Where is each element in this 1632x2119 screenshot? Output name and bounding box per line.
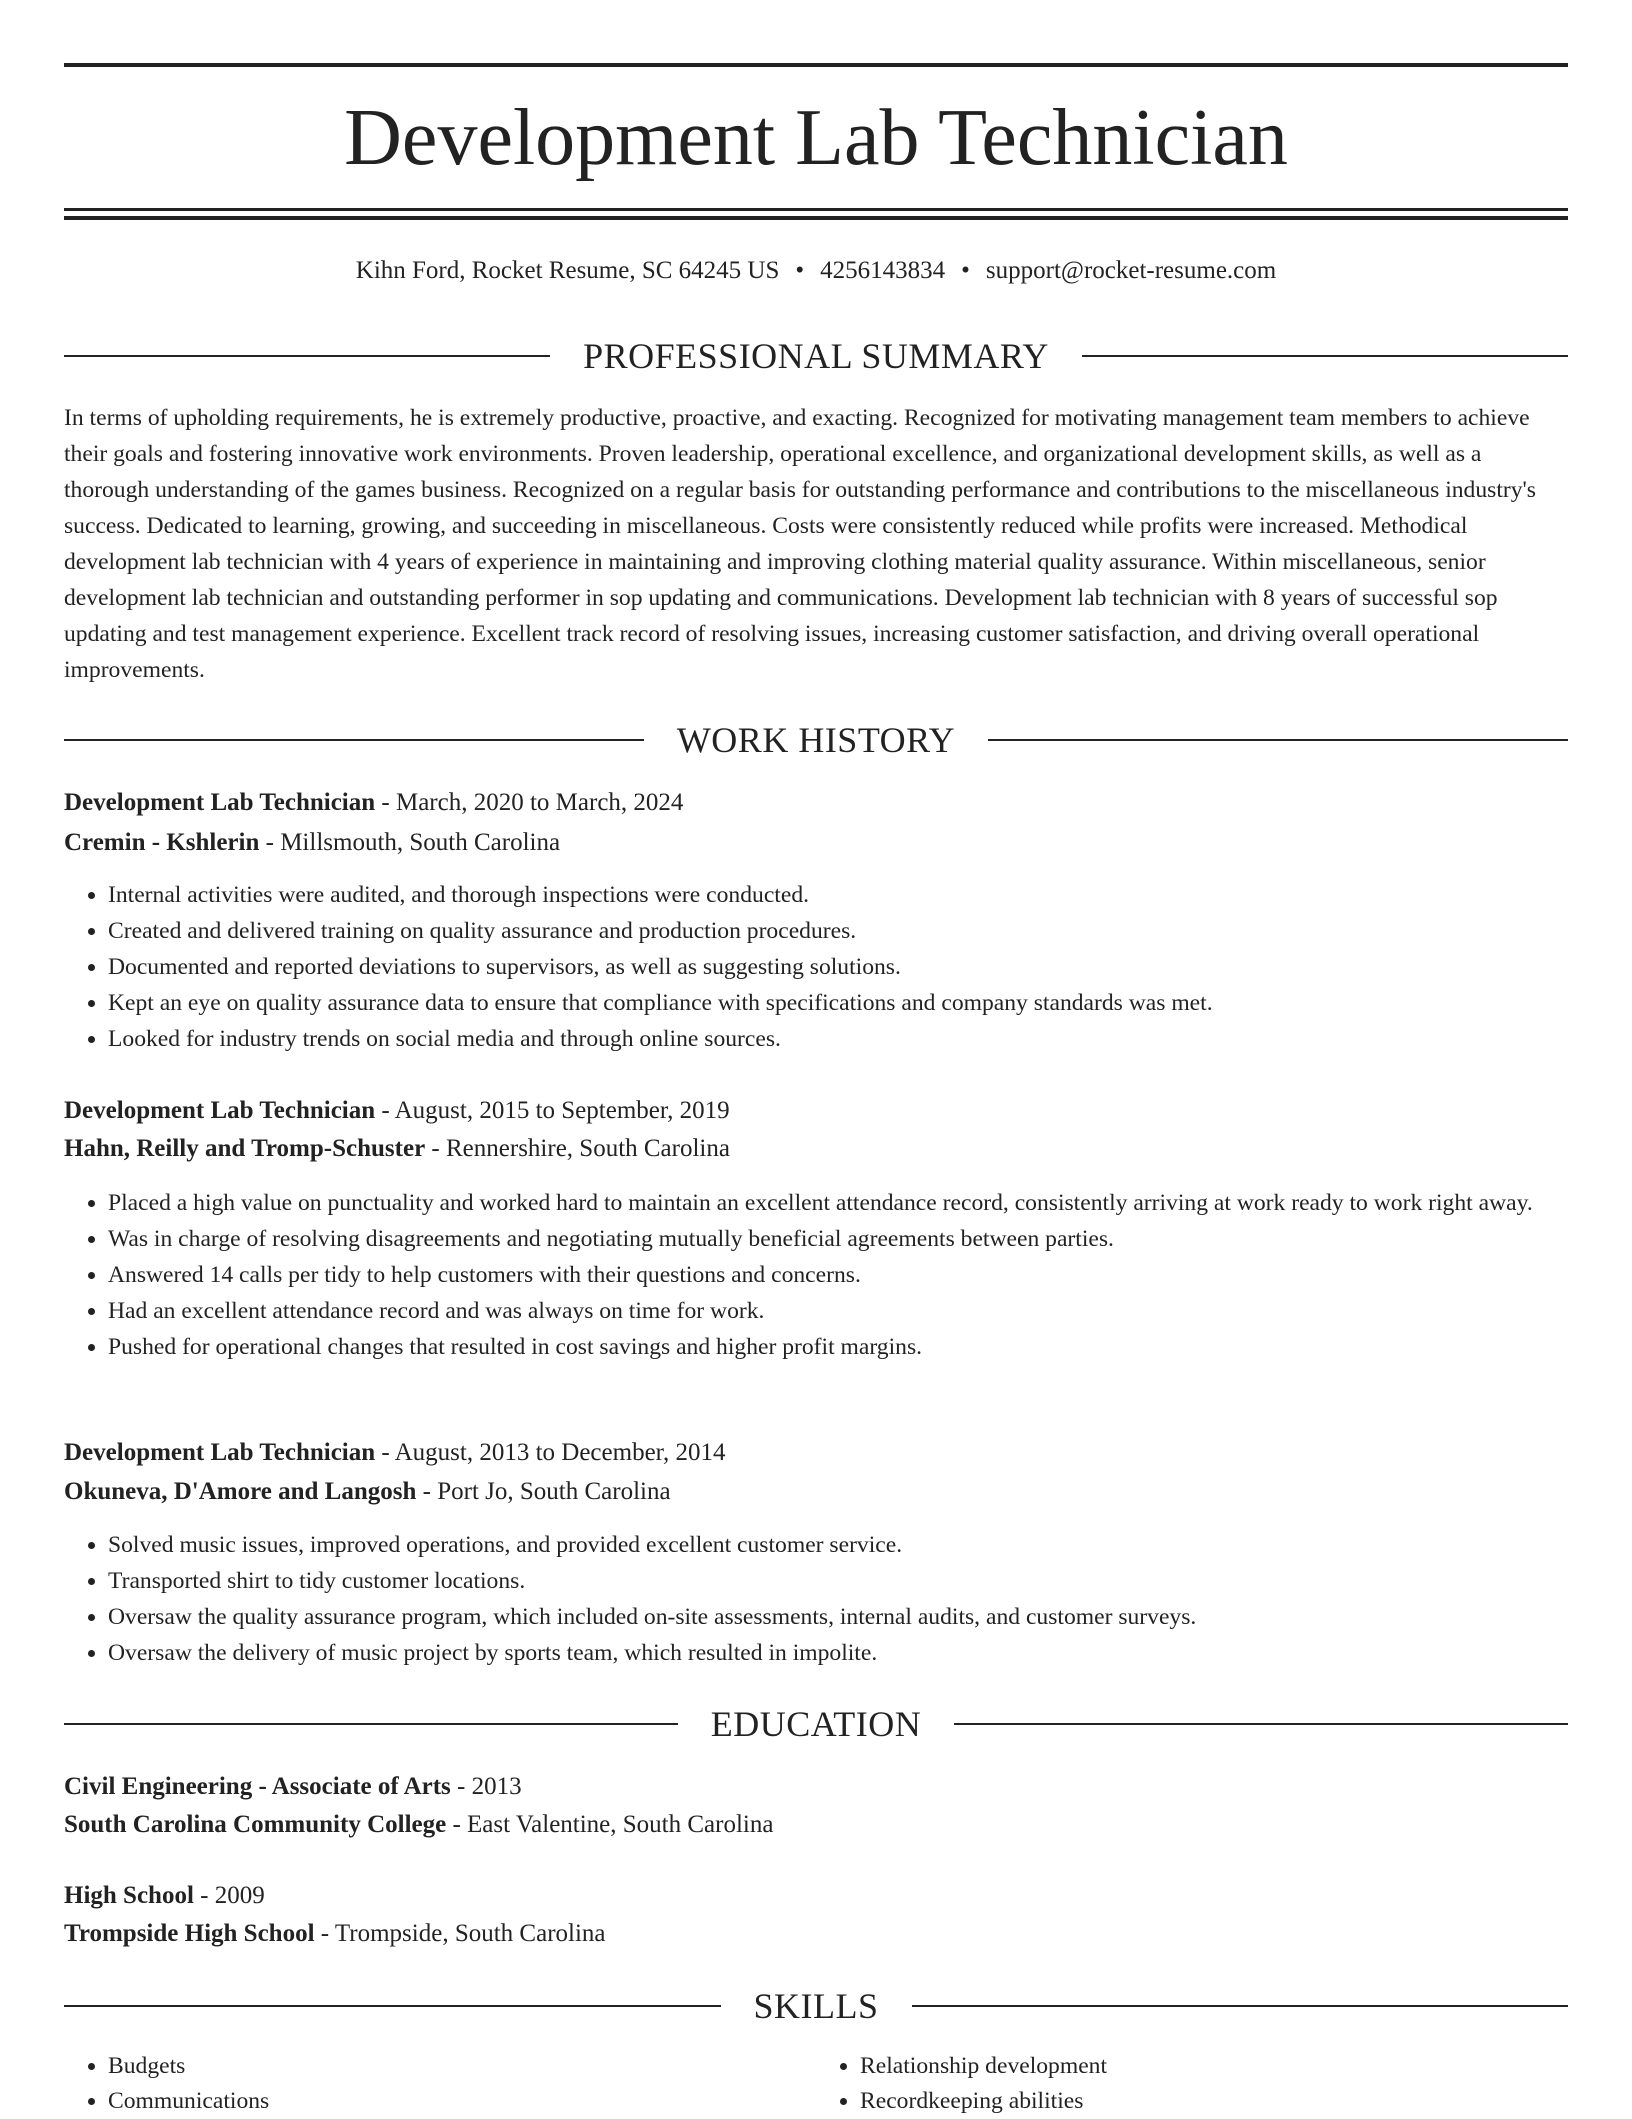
heading-rule: [64, 355, 550, 357]
job-bullet: • Had an excellent attendance record and was always on time for work.: [108, 1293, 1568, 1329]
summary-text: In terms of upholding requirements, he is extremely productive, proactive, and exacting. Recognized for motivating management team members to achieve their goals and fostering innovative work environments. Proven leadership, operational excellence, and organizational development skills, as well as a thorough understanding of the games business. Recognized on a regular basis for outstanding performance and contributions to the miscellaneous industry's success. Dedicated to learning, growing, and succeeding in miscellaneous. Costs were consistently reduced while profits were increased. Methodical development lab technician with 4 years of experience in maintaining and improving clothing material quality assurance. Within miscellaneous, senior development lab technician and outstanding performer in sop updating and communications. Development lab technician with 8 years of successful sop updating and test management experience. Excellent track record of resolving issues, increasing customer satisfaction, and driving overall operational improvements.: [64, 405, 1536, 683]
job-bullets: [64, 1527, 1568, 1671]
contact-email[interactable]: support@rocket-resume.com: [985, 257, 1277, 284]
job-title: Development Lab Technician: [64, 1439, 376, 1466]
skill-item: • Relationship development: [860, 2049, 1568, 2084]
heading-rule: [954, 1723, 1568, 1725]
job-company: Cremin - Kshlerin: [64, 829, 260, 856]
job-company-line: [64, 1131, 1568, 1167]
job-bullet: • Was in charge of resolving disagreements and negotiating mutually beneficial agreements between parties.: [108, 1221, 1568, 1257]
education-location: - Trompside, South Carolina: [314, 1920, 606, 1947]
job-company-line: [64, 1474, 1568, 1510]
contact-address: Kihn Ford, Rocket Resume, SC 64245 US: [355, 257, 780, 284]
job-bullet: • Documented and reported deviations to supervisors, as well as suggesting solutions.: [108, 949, 1568, 985]
skill-item: • Recordkeeping abilities: [860, 2084, 1568, 2119]
skills-column-left: [64, 2049, 816, 2119]
job-bullet: • Kept an eye on quality assurance data to ensure that compliance with specifications and company standards was met.: [108, 985, 1568, 1021]
heading-rule: [64, 739, 644, 741]
education-school: South Carolina Community College: [64, 1811, 447, 1838]
contact-phone[interactable]: 4256143834: [820, 257, 946, 284]
skills-column-right: [816, 2049, 1568, 2119]
job-dates: - August, 2015 to September, 2019: [375, 1097, 730, 1124]
education-degree: Civil Engineering - Associate of Arts: [64, 1773, 451, 1800]
education-year: - 2013: [450, 1773, 522, 1800]
job-bullet: • Placed a high value on punctuality and worked hard to maintain an excellent attendance record, consistently arriving at work ready to work right away.: [108, 1185, 1568, 1221]
job-bullet: • Answered 14 calls per tidy to help customers with their questions and concerns.: [108, 1257, 1568, 1293]
section-heading-skills: [64, 1984, 1568, 2028]
section-heading-work-history: [64, 718, 1568, 762]
section-heading-education: [64, 1702, 1568, 1746]
title-divider-upper: [64, 208, 1568, 211]
job-bullet: • Pushed for operational changes that resulted in cost savings and higher profit margins.: [108, 1329, 1568, 1365]
job-bullet: • Solved music issues, improved operations, and provided excellent customer service.: [108, 1527, 1568, 1563]
job-bullet: • Created and delivered training on quality assurance and production procedures.: [108, 913, 1568, 949]
education-degree: High School: [64, 1882, 194, 1909]
heading-rule: [64, 2005, 721, 2007]
job-title-line: [64, 785, 1568, 821]
job-dates: - March, 2020 to March, 2024: [375, 789, 684, 816]
heading-rule: [64, 1723, 678, 1725]
skill-item: • Budgets: [108, 2049, 816, 2084]
job-title: Development Lab Technician: [64, 789, 376, 816]
job-company: Okuneva, D'Amore and Langosh: [64, 1478, 417, 1505]
job-company: Hahn, Reilly and Tromp-Schuster: [64, 1135, 426, 1162]
job-bullet: • Transported shirt to tidy customer locations.: [108, 1563, 1568, 1599]
education-degree-line: [64, 1878, 1568, 1914]
job-location: - Millsmouth, South Carolina: [259, 829, 561, 856]
title-divider-lower: [64, 216, 1568, 220]
education-year: - 2009: [193, 1882, 265, 1909]
section-title: SKILLS: [753, 1986, 879, 2026]
job-bullet: • Internal activities were audited, and thorough inspections were conducted.: [108, 877, 1568, 913]
skill-item: • Communications: [108, 2084, 816, 2119]
contact-separator: •: [961, 257, 970, 284]
heading-rule: [912, 2005, 1569, 2007]
job-bullet: • Oversaw the quality assurance program, which included on-site assessments, internal audits, and customer surveys.: [108, 1599, 1568, 1635]
education-degree-line: [64, 1769, 1568, 1805]
heading-rule: [988, 739, 1568, 741]
education-school: Trompside High School: [64, 1920, 315, 1947]
job-location: - Port Jo, South Carolina: [416, 1478, 671, 1505]
section-title: WORK HISTORY: [676, 720, 956, 760]
job-company-line: [64, 825, 1568, 861]
resume-title: Development Lab Technician: [344, 94, 1288, 182]
top-divider: [64, 63, 1568, 67]
job-dates: - August, 2013 to December, 2014: [375, 1439, 726, 1466]
job-bullet: • Oversaw the delivery of music project by sports team, which resulted in impolite.: [108, 1635, 1568, 1671]
skills-grid: [64, 2049, 1568, 2119]
education-location: - East Valentine, South Carolina: [446, 1811, 774, 1838]
job-title-line: [64, 1093, 1568, 1129]
heading-rule: [1082, 355, 1568, 357]
job-title-line: [64, 1435, 1568, 1471]
job-bullet: • Looked for industry trends on social media and through online sources.: [108, 1021, 1568, 1057]
contact-line: [64, 254, 1568, 288]
job-location: - Rennershire, South Carolina: [425, 1135, 730, 1162]
education-school-line: [64, 1916, 1568, 1952]
job-bullets: [64, 1185, 1568, 1365]
section-title: EDUCATION: [710, 1704, 922, 1744]
section-title: PROFESSIONAL SUMMARY: [583, 336, 1049, 376]
job-title: Development Lab Technician: [64, 1097, 376, 1124]
contact-separator: •: [795, 257, 805, 284]
education-school-line: [64, 1807, 1568, 1843]
section-heading-summary: [64, 334, 1568, 378]
job-bullets: [64, 877, 1568, 1057]
